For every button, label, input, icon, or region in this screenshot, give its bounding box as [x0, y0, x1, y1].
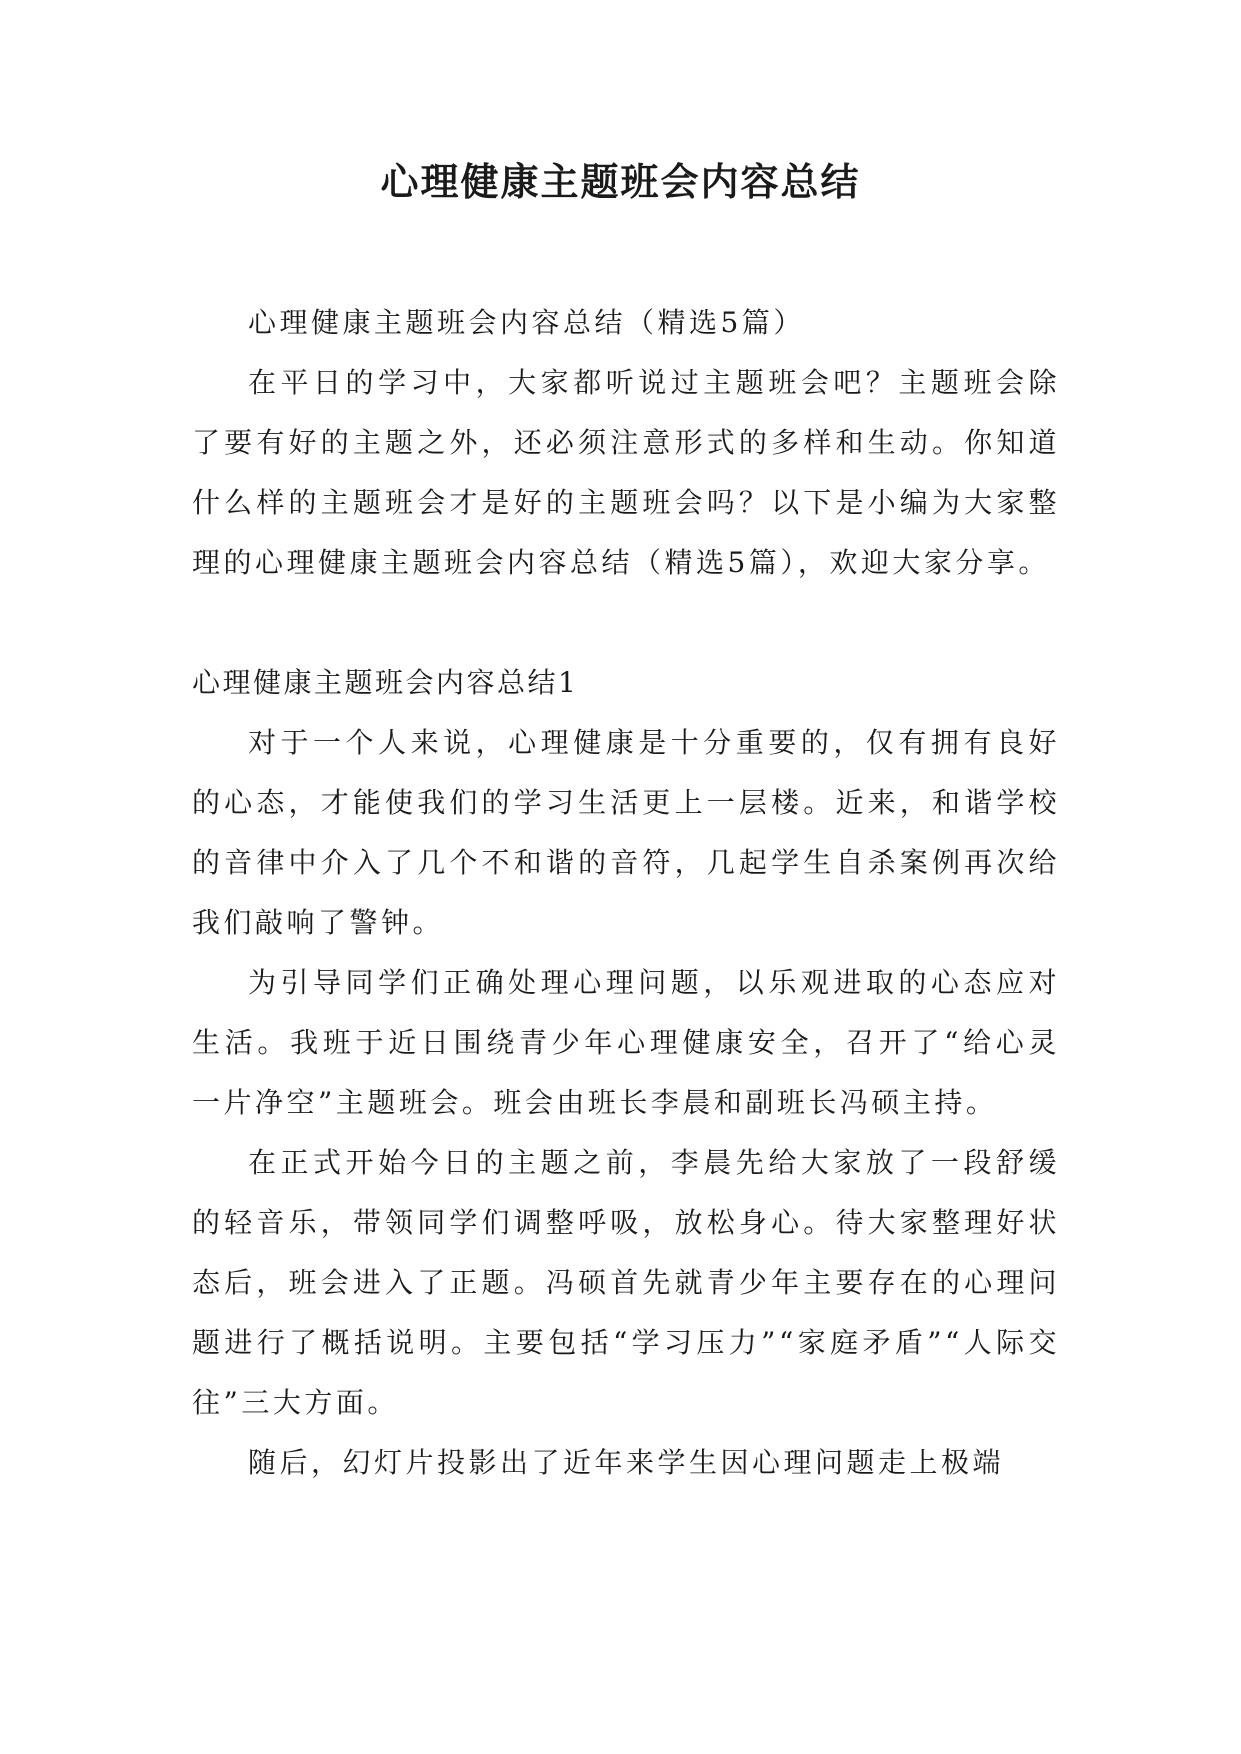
intro-paragraph: 在平日的学习中，大家都听说过主题班会吧？主题班会除了要有好的主题之外，还必须注意形式的多样和生动。你知道什么样的主题班会才是好的主题班会吗？以下是小编为大家整理的心理健康主题班会内容总结（精选5篇），欢迎大家分享。 — [192, 366, 1060, 579]
document-title: 心理健康主题班会内容总结 — [380, 160, 861, 204]
section-paragraph: 在正式开始今日的主题之前，李晨先给大家放了一段舒缓的轻音乐，带领同学们调整呼吸，放松身心。待大家整理好状态后，班会进入了正题。冯硕首先就青少年主要存在的心理问题进行了概括说明。主要包括“学习压力”“家庭矛盾”“人际交往”三大方面。 — [192, 1146, 1060, 1419]
document-body — [192, 293, 1060, 1493]
section-paragraph: 为引导同学们正确处理心理问题，以乐观进取的心态应对生活。我班于近日围绕青少年心理健康安全，召开了“给心灵一片净空”主题班会。班会由班长李晨和副班长冯硕主持。 — [192, 966, 1060, 1119]
section-heading: 心理健康主题班会内容总结1 — [192, 666, 579, 699]
subtitle-paragraph: 心理健康主题班会内容总结（精选5篇） — [248, 306, 805, 339]
section-paragraph: 随后，幻灯片投影出了近年来学生因心理问题走上极端 — [248, 1446, 1005, 1479]
section-paragraph: 对于一个人来说，心理健康是十分重要的，仅有拥有良好的心态，才能使我们的学习生活更上一层楼。近来，和谐学校的音律中介入了几个不和谐的音符，几起学生自杀案例再次给我们敲响了警钟。 — [192, 726, 1060, 939]
